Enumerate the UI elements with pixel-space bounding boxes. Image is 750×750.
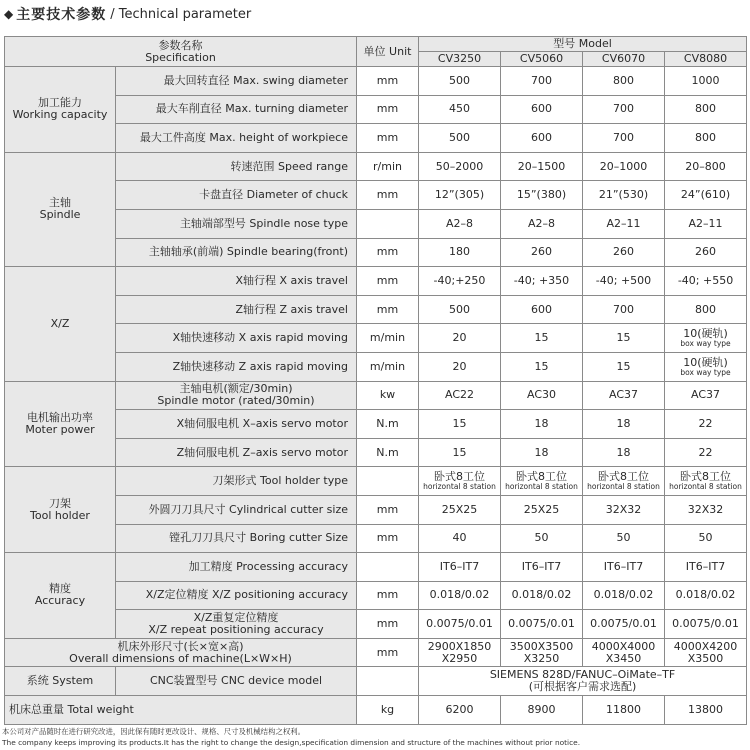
value-cell: 20–1500 [501, 152, 583, 181]
unit-cell: mm [357, 124, 419, 153]
value-cell [419, 467, 501, 496]
spec-label: X轴行程 X axis travel [116, 267, 357, 296]
value-cell: 15 [583, 352, 665, 381]
group-label-cn: 加工能力 [38, 96, 82, 110]
value-cell: 700 [583, 95, 665, 124]
header-model-4: CV8080 [665, 52, 747, 67]
value-cell: 0.018/0.02 [501, 581, 583, 610]
unit-cell: mm [357, 638, 419, 667]
unit-cell: mm [357, 295, 419, 324]
header-model-3: CV6070 [583, 52, 665, 67]
spec-label: 最大回转直径 Max. swing diameter [116, 67, 357, 96]
table-row [5, 124, 747, 153]
value-cell [419, 638, 501, 667]
value-cell [665, 467, 747, 496]
value-en: horizontal 8 station [423, 482, 496, 492]
value-cell: 0.018/0.02 [583, 581, 665, 610]
spec-line-1: 机床外形尺寸(长×宽×高) [117, 639, 244, 653]
table-row [5, 67, 747, 96]
header-specification [5, 37, 357, 67]
value-cell: 18 [501, 410, 583, 439]
value-line-2: X2950 [441, 651, 478, 665]
spec-line-1: X/Z重复定位精度 [193, 611, 279, 625]
spec-line-2: Overall dimensions of machine(L×W×H) [69, 651, 292, 665]
value-cell: 18 [501, 438, 583, 467]
spec-label: 外圆刀刀具尺寸 Cylindrical cutter size [116, 495, 357, 524]
table-row [5, 438, 747, 467]
value-cell: 800 [665, 295, 747, 324]
unit-cell: mm [357, 181, 419, 210]
table-row [5, 209, 747, 238]
value-cell: 0.018/0.02 [665, 581, 747, 610]
table-row [5, 352, 747, 381]
value-cell [665, 324, 747, 353]
group-label-en: Accuracy [34, 594, 86, 608]
value-cell: 15 [501, 324, 583, 353]
value-cn: 10(硬轨) [683, 327, 728, 341]
value-en: box way type [680, 367, 731, 377]
value-cell: IT6–IT7 [583, 553, 665, 582]
unit-cell: N.m [357, 438, 419, 467]
group-label-cn: 主轴 [49, 196, 71, 210]
table-row [5, 381, 747, 410]
unit-cell: kw [357, 381, 419, 410]
unit-cell: m/min [357, 352, 419, 381]
value-cell: 800 [665, 95, 747, 124]
value-cell: A2–8 [501, 209, 583, 238]
value-line-1: 3500X3500 [509, 639, 574, 653]
value-line-1: 4000X4000 [591, 639, 656, 653]
value-cell: 25X25 [501, 495, 583, 524]
spec-label: 镗孔刀刀具尺寸 Boring cutter Size [116, 524, 357, 553]
unit-cell: r/min [357, 152, 419, 181]
value-cell: AC30 [501, 381, 583, 410]
value-cn: 10(硬轨) [683, 355, 728, 369]
value-cell [665, 638, 747, 667]
value-cell: 600 [501, 295, 583, 324]
table-row [5, 524, 747, 553]
spec-line-2: Spindle motor (rated/30min) [157, 394, 315, 408]
value-cell: 40 [419, 524, 501, 553]
value-cell: 260 [665, 238, 747, 267]
spec-label: 最大车削直径 Max. turning diameter [116, 95, 357, 124]
value-cell: 6200 [419, 696, 501, 725]
spec-label: 最大工件高度 Max. height of workpiece [116, 124, 357, 153]
value-cell: 500 [419, 67, 501, 96]
value-cell: 260 [583, 238, 665, 267]
value-cell: 0.0075/0.01 [419, 610, 501, 639]
value-cell: IT6–IT7 [419, 553, 501, 582]
value-cell: 500 [419, 295, 501, 324]
value-cell [583, 467, 665, 496]
group-xz: X/Z [5, 267, 116, 381]
spec-label: 主轴轴承(前端) Spindle bearing(front) [116, 238, 357, 267]
value-cell: 18 [583, 410, 665, 439]
value-cell: 18 [583, 438, 665, 467]
spec-label [116, 381, 357, 410]
unit-cell: kg [357, 696, 419, 725]
value-line-1: 2900X1850 [427, 639, 492, 653]
section-title [4, 2, 251, 26]
table-row [5, 495, 747, 524]
value-cell: 800 [665, 124, 747, 153]
value-cell: 22 [665, 410, 747, 439]
value-cell: -40; +550 [665, 267, 747, 296]
header-model: 型号 Model [419, 37, 747, 52]
value-cell: 24”(610) [665, 181, 747, 210]
header-unit: 单位 Unit [357, 37, 419, 67]
table-row [5, 553, 747, 582]
unit-cell [357, 209, 419, 238]
table-row [5, 467, 747, 496]
header-model-1: CV3250 [419, 52, 501, 67]
unit-cell: mm [357, 67, 419, 96]
value-cell: A2–11 [665, 209, 747, 238]
value-line-2: X3500 [687, 651, 724, 665]
group-accuracy [5, 553, 116, 639]
value-cell: 21”(530) [583, 181, 665, 210]
value-cell: 600 [501, 124, 583, 153]
group-label-cn: 电机输出功率 [27, 410, 93, 424]
spec-label: 转速范围 Speed range [116, 152, 357, 181]
value-cell: 15”(380) [501, 181, 583, 210]
table-row [5, 667, 747, 696]
diamond-bullet-icon: ◆ [4, 7, 14, 21]
group-label-en: Moter power [25, 422, 95, 436]
unit-cell: mm [357, 524, 419, 553]
value-en: horizontal 8 station [587, 482, 660, 492]
value-cell: 700 [583, 295, 665, 324]
group-tool-holder [5, 467, 116, 553]
value-cn: 卧式8工位 [434, 470, 485, 484]
value-cell: 1000 [665, 67, 747, 96]
group-label-en: Working capacity [12, 108, 108, 122]
unit-cell: mm [357, 238, 419, 267]
value-cn: 卧式8工位 [680, 470, 732, 484]
value-cell: 22 [665, 438, 747, 467]
spec-label: Z轴伺服电机 Z–axis servo motor [116, 438, 357, 467]
group-label-en: Spindle [39, 208, 81, 222]
value-cell: -40;+250 [419, 267, 501, 296]
value-cn: 卧式8工位 [598, 470, 649, 484]
spec-label: 主轴端部型号 Spindle nose type [116, 209, 357, 238]
spec-label: 加工精度 Processing accuracy [116, 553, 357, 582]
section-title-en: / Technical parameter [110, 6, 252, 22]
table-row [5, 238, 747, 267]
value-cell: 0.0075/0.01 [583, 610, 665, 639]
spec-label: X轴伺服电机 X–axis servo motor [116, 410, 357, 439]
value-cell: AC22 [419, 381, 501, 410]
spec-label [5, 638, 357, 667]
value-cell: 500 [419, 124, 501, 153]
value-cell: 20 [419, 352, 501, 381]
value-cell: 11800 [583, 696, 665, 725]
value-cell: 0.018/0.02 [419, 581, 501, 610]
value-cell: AC37 [665, 381, 747, 410]
value-cell: 12”(305) [419, 181, 501, 210]
value-cell: -40; +350 [501, 267, 583, 296]
unit-cell: mm [357, 610, 419, 639]
cnc-note: (可根据客户需求选配) [528, 680, 637, 694]
value-cell: 32X32 [665, 495, 747, 524]
header-model-2: CV5060 [501, 52, 583, 67]
spec-label: CNC装置型号 CNC device model [116, 667, 357, 696]
table-row [5, 410, 747, 439]
section-title-cn: 主要技术参数 [16, 7, 107, 23]
header-spec-cn: 参数名称 [158, 38, 203, 52]
group-motor-power [5, 381, 116, 467]
footer-note-cn: 本公司对产品随时在进行研究改进，因此保有随时更改设计、规格、尺寸及机械结构之权利。 [2, 727, 306, 736]
value-cell: 8900 [501, 696, 583, 725]
value-cell: 450 [419, 95, 501, 124]
unit-cell [357, 553, 419, 582]
value-cell: 50 [665, 524, 747, 553]
table-row [5, 295, 747, 324]
spec-label: X轴快速移动 X axis rapid moving [116, 324, 357, 353]
value-cell: -40; +500 [583, 267, 665, 296]
value-cell: 50–2000 [419, 152, 501, 181]
value-cell [419, 667, 747, 696]
unit-cell: mm [357, 95, 419, 124]
value-en: horizontal 8 station [669, 482, 742, 492]
value-cell: A2–11 [583, 209, 665, 238]
group-label-en: Tool holder [30, 508, 90, 522]
spec-label: Z轴行程 Z axis travel [116, 295, 357, 324]
value-cell: 0.0075/0.01 [501, 610, 583, 639]
value-cell [501, 638, 583, 667]
value-cell: 180 [419, 238, 501, 267]
value-cell: 260 [501, 238, 583, 267]
value-cn: 卧式8工位 [516, 470, 567, 484]
spec-label: 卡盘直径 Diameter of chuck [116, 181, 357, 210]
group-label-cn: 刀架 [49, 496, 71, 510]
table-row [5, 267, 747, 296]
value-cell: 15 [501, 352, 583, 381]
table-row [5, 638, 747, 667]
value-en: horizontal 8 station [505, 482, 578, 492]
value-cell: 32X32 [583, 495, 665, 524]
unit-cell [357, 467, 419, 496]
cnc-models: SIEMENS 828D/FANUC–OiMate–TF [489, 668, 676, 682]
spec-label: 机床总重量 Total weight [5, 696, 357, 725]
unit-cell: mm [357, 581, 419, 610]
group-working-capacity [5, 67, 116, 153]
spec-label: X/Z定位精度 X/Z positioning accuracy [116, 581, 357, 610]
value-cell: 20–800 [665, 152, 747, 181]
table-row [5, 581, 747, 610]
value-cell: IT6–IT7 [665, 553, 747, 582]
unit-cell: mm [357, 495, 419, 524]
spec-label: Z轴快速移动 Z axis rapid moving [116, 352, 357, 381]
value-cell [501, 467, 583, 496]
spec-line-2: X/Z repeat positioning accuracy [148, 623, 324, 637]
spec-table [4, 36, 747, 725]
unit-cell: N.m [357, 410, 419, 439]
value-cell: 15 [419, 438, 501, 467]
value-cell: 0.0075/0.01 [665, 610, 747, 639]
group-spindle [5, 152, 116, 266]
value-cell: 15 [419, 410, 501, 439]
value-cell: 15 [583, 324, 665, 353]
header-spec-en: Specification [145, 50, 216, 64]
footer-note-en: The company keeps improving its products.It has the right to change the design,specification dimension and structure of the machines without prior notice. [2, 738, 581, 747]
table-row [5, 95, 747, 124]
value-line-1: 4000X4200 [673, 639, 738, 653]
value-cell: 20 [419, 324, 501, 353]
value-cell: 700 [501, 67, 583, 96]
unit-cell: m/min [357, 324, 419, 353]
value-cell [583, 638, 665, 667]
group-label-cn: 精度 [49, 582, 71, 596]
value-cell: 800 [583, 67, 665, 96]
value-cell: A2–8 [419, 209, 501, 238]
table-row [5, 152, 747, 181]
table-row [5, 324, 747, 353]
value-line-2: X3450 [605, 651, 642, 665]
value-cell: 600 [501, 95, 583, 124]
unit-cell [357, 667, 419, 696]
footer-note [2, 726, 748, 748]
value-cell: 50 [501, 524, 583, 553]
value-cell [665, 352, 747, 381]
value-cell: 700 [583, 124, 665, 153]
table-row [5, 696, 747, 725]
value-en: box way type [680, 339, 731, 349]
value-cell: 13800 [665, 696, 747, 725]
value-cell: AC37 [583, 381, 665, 410]
spec-label: 刀架形式 Tool holder type [116, 467, 357, 496]
spec-line-1: 主轴电机(额定/30min) [179, 382, 293, 396]
value-cell: 50 [583, 524, 665, 553]
group-system: 系统 System [5, 667, 116, 696]
value-cell: 25X25 [419, 495, 501, 524]
value-cell: 20–1000 [583, 152, 665, 181]
value-line-2: X3250 [523, 651, 560, 665]
table-row [5, 610, 747, 639]
table-row [5, 181, 747, 210]
spec-label [116, 610, 357, 639]
unit-cell: mm [357, 267, 419, 296]
value-cell: IT6–IT7 [501, 553, 583, 582]
